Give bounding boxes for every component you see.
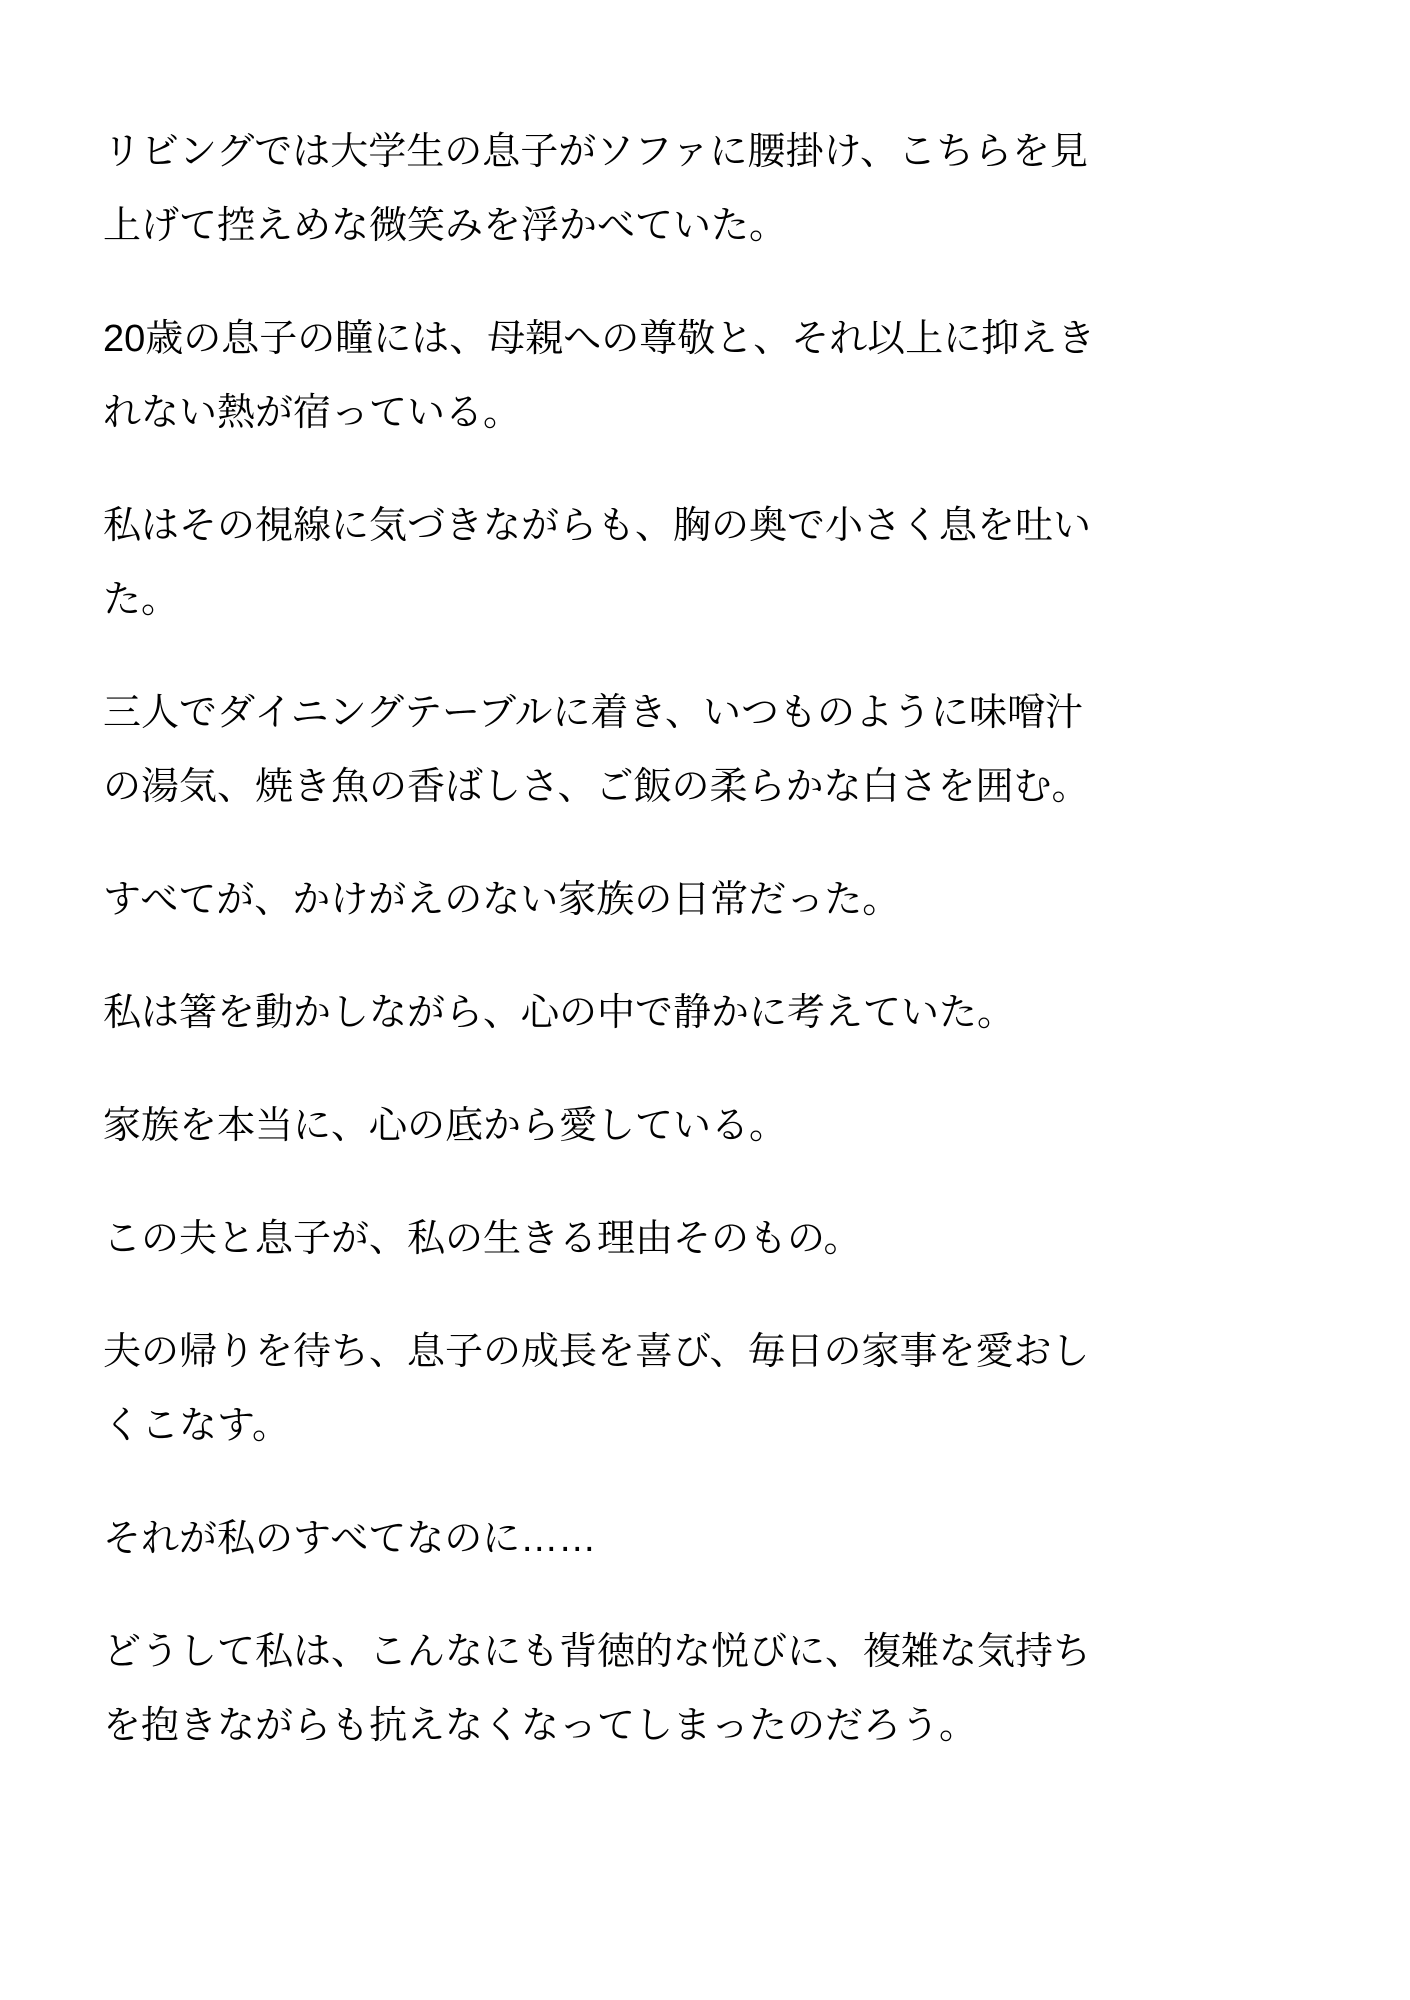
- text-line: 三人でダイニングテーブルに着き、いつものように味噌汁: [103, 692, 1084, 734]
- text-line: 私は箸を動かしながら、心の中で静かに考えていた。: [103, 992, 1016, 1034]
- paragraph: [103, 1502, 1123, 1576]
- paragraph: [103, 115, 1123, 263]
- text-line: 20歳の息子の瞳には、母親への尊敬と、それ以上に抑えき: [103, 318, 1096, 360]
- text-line: た。: [103, 579, 180, 621]
- text-line: の湯気、焼き魚の香ばしさ、ご飯の柔らかな白さを囲む。: [103, 766, 1090, 808]
- paragraph: [103, 302, 1123, 450]
- paragraph: [103, 676, 1123, 824]
- paragraph: [103, 863, 1123, 937]
- paragraph: [103, 1089, 1123, 1163]
- paragraph: [103, 489, 1123, 637]
- text-line: リビングでは大学生の息子がソファに腰掛け、こちらを見: [103, 131, 1088, 173]
- text-line: を抱きながらも抗えなくなってしまったのだろう。: [103, 1705, 978, 1747]
- text-content: [103, 115, 1123, 1763]
- paragraph: [103, 1315, 1123, 1463]
- text-line: 夫の帰りを待ち、息子の成長を喜び、毎日の家事を愛おし: [103, 1331, 1090, 1373]
- text-line: この夫と息子が、私の生きる理由そのもの。: [103, 1218, 862, 1260]
- paragraph: [103, 1615, 1123, 1763]
- text-line: それが私のすべてなのに……: [103, 1518, 597, 1560]
- text-line: 上げて控えめな微笑みを浮かべていた。: [103, 205, 788, 247]
- paragraph: [103, 1202, 1123, 1276]
- text-line: どうして私は、こんなにも背徳的な悦びに、複雑な気持ち: [103, 1631, 1092, 1673]
- text-line: すべてが、かけがえのない家族の日常だった。: [103, 879, 901, 921]
- text-line: 私はその視線に気づきながらも、胸の奥で小さく息を吐い: [103, 505, 1092, 547]
- text-line: 家族を本当に、心の底から愛している。: [103, 1105, 788, 1147]
- text-line: れない熱が宿っている。: [103, 392, 522, 434]
- paragraph: [103, 976, 1123, 1050]
- text-line: くこなす。: [103, 1405, 290, 1447]
